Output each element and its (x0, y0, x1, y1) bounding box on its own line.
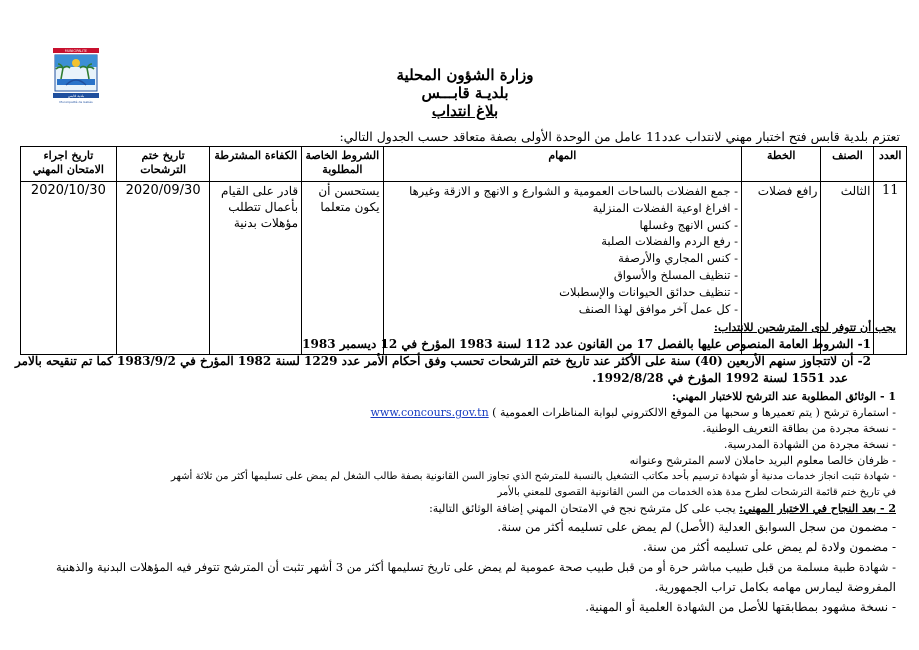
task-item: - كنس الانهج وغسلها (639, 217, 739, 232)
task-item: - رفع الردم والفضلات الصلبة (601, 234, 739, 249)
after-success-item: - نسخة مشهود بمطابقتها للأصل من الشهادة العلمية أو المهنية. (585, 600, 896, 614)
after-success-item: - مضمون من سجل السوابق العدلية (الأصل) لم يمض على تسليمه أكثر من سنة. (497, 520, 896, 534)
intro-text: تعتزم بلدية قابس فتح اختبار مهني لانتداب عدد11 عامل من الوحدة الأولى بصفة متعاقد حسب الجدول التالي: (339, 129, 900, 144)
cell-exam-date: 2020/10/30 (21, 182, 117, 355)
notice-title: بلاغ انتداب (431, 102, 499, 120)
ministry-title: وزارة الشؤون المحلية (396, 66, 534, 84)
task-item: - كل عمل آخر موافق لهذا الصنف (578, 301, 739, 316)
logo-caption-fr: Municipalité de Gabès (59, 100, 93, 104)
cell-position: رافع فضلات (742, 182, 821, 355)
documents-title: 1 - الوثائق المطلوبة عند الترشح للاختبار المهني: (671, 390, 896, 403)
task-item: - كنس المجاري والأرصفة (618, 251, 739, 266)
gabes-municipality-emblem (49, 46, 103, 106)
document-item-cont: في تاريخ ختم قائمة الترشحات لطرح مدة هذه الخدمات من السن القانونية القصوى للمعني بالأمر (497, 487, 896, 498)
task-item: - افراغ اوعية الفضلات المنزلية (592, 200, 739, 215)
cell-conditions: يستحسن أن يكون متعلما (302, 182, 383, 355)
header-conditions: الشروط الخاصة المطلوبة (302, 147, 383, 182)
header-number: العدد (874, 147, 907, 182)
cell-number: 11 (874, 182, 907, 355)
candidacy-form-text: - استمارة ترشح ( يتم تعميرها و سحبها من الموقع الالكتروني لبوابة المناظرات العمومية ) (492, 406, 896, 419)
document-item: - ظرفان خالصا معلوم البريد حاملان لاسم المترشح وعنوانه (629, 454, 896, 467)
header-deadline: تاريخ ختم الترشحات (116, 147, 210, 182)
task-item: - تنظيف المسلخ والأسواق (613, 267, 739, 282)
requirement-item-1: 1- الشروط العامة المنصوص عليها بالفصل 17 من القانون عدد 112 لسنة 1983 المؤرخ في 12 ديسمبر 1983 (302, 337, 871, 351)
notice-body (14, 320, 896, 617)
header-grade: الصنف (821, 147, 874, 182)
logo-caption-ar: بلدية قابس (67, 94, 85, 98)
task-item: - جمع الفضلات بالساحات العمومية و الشوارع و الانهج و الازقة وغيرها (409, 184, 739, 198)
header-skills: الكفاءة المشترطة (210, 147, 302, 182)
header-exam-date: تاريخ اجراء الامتحان المهني (21, 147, 117, 182)
document-item: - نسخة مجردة من بطاقة التعريف الوطنية. (702, 422, 896, 435)
after-success-title (18, 501, 896, 517)
municipality-logo (49, 46, 103, 106)
document-item: - نسخة مجردة من الشهادة المدرسية. (723, 438, 896, 451)
municipality-title: بلديـة قابـــس (421, 84, 509, 102)
requirement-item-2: 2- أن لاتتجاوز سنهم الأربعين (40) سنة على الأكثر عند تاريخ ختم الترشحات تحسب وفق أحكام الأمر عدد 1229 لسنة 1982 المؤرخ في 1983/9/2 كما تم تنقيحه بالامر (14, 354, 871, 368)
requirement-item-2-cont: عدد 1551 لسنة 1992 المؤرخ في 1992/8/28. (592, 371, 848, 385)
after-success-item: - مضمون ولادة لم يمض على تسليمه أكثر من سنة. (643, 540, 896, 554)
cell-deadline: 2020/09/30 (116, 182, 210, 355)
table-header-row (21, 147, 907, 182)
candidacy-form-item (18, 405, 896, 421)
concours-portal-link[interactable]: www.concours.gov.tn (370, 406, 489, 419)
task-item: - تنظيف حدائق الحيوانات والإسطبلات (559, 284, 739, 299)
header-tasks: المهام (383, 147, 741, 182)
after-success-title-rest: يجب على كل مترشح نجح في الامتحان المهني إضافة الوثائق التالية: (429, 502, 740, 515)
document-header (300, 66, 630, 120)
requirements-title: يجب أن تتوفر لدى المترشحين للانتداب: (713, 321, 896, 334)
cell-grade: الثالث (821, 182, 874, 355)
document-item: - شهادة تثبت انجاز خدمات مدنية أو شهادة ترسيم بأحد مكاتب التشغيل بالنسبة للمترشح الذي تجاوز السن القانونية بصفة طالب الشغل لم يمض على تسليمها أكثر من ثلاثة أشهر (171, 471, 896, 482)
after-success-title-bold: 2 - بعد النجاح في الاختبار المهني: (739, 502, 896, 515)
after-success-item: - شهادة طبية مسلمة من قبل طبيب مباشر حرة أو من قبل طبيب صحة عمومية لم يمض على تاريخ تسليمها أكثر من 3 أشهر تثبت أن المترشح تتوفر فيه المؤهلات البدنية والذهنية (55, 560, 896, 574)
cell-skills: قادر على القيام بأعمال تتطلب مؤهلات بدنية (210, 182, 302, 355)
logo-top-text: MUNICIPALITE (64, 49, 88, 53)
header-position: الخطة (742, 147, 821, 182)
after-success-item-cont: المفروضة ليمارس مهامه بكامل تراب الجمهورية. (654, 580, 896, 594)
